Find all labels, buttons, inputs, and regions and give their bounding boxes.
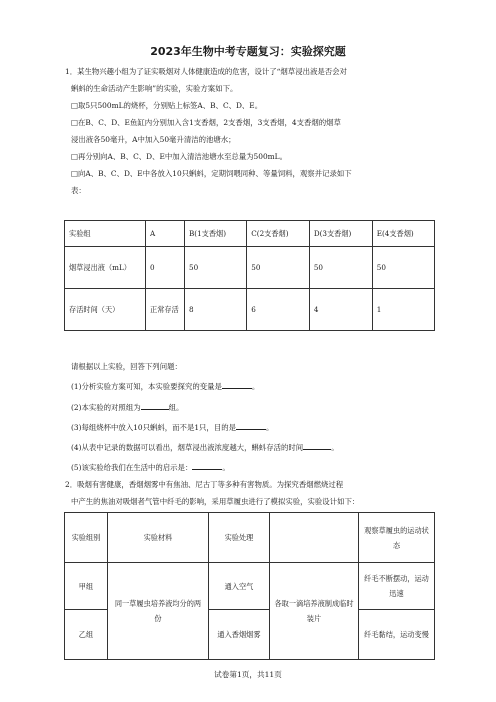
answer-blank[interactable] [303, 441, 331, 450]
q1-item-end: 。 [222, 463, 230, 472]
q1-item-text: (2)本实验的对照组为 [71, 403, 141, 412]
q1-item-5 [71, 461, 451, 473]
table-header: 实验处理 [209, 513, 270, 563]
q1-data-table [64, 220, 435, 331]
table-row [65, 513, 435, 563]
q1-item-text: (3)每组烧杯中放入10只蝌蚪，而不是1只，目的是 [71, 423, 236, 432]
q1-line: □取5只500mL的烧杯，分别贴上标签A、B、C、D、E。 [71, 101, 263, 110]
q2-line: 中产生的焦油对吸烟者气管中纤毛的影响，采用草履虫进行了模拟实验，实验设计如下： [71, 497, 360, 506]
answer-blank[interactable] [236, 421, 266, 430]
table-cell: 50 [309, 247, 372, 289]
table-cell: 1 [372, 289, 434, 331]
table-cell: 实验组 [65, 221, 146, 247]
answer-blank[interactable] [141, 401, 169, 410]
q1-item-4 [71, 441, 451, 453]
table-cell: 纤毛黏结，运动变慢 [359, 610, 435, 660]
page-title: 2023年生物中考专题复习：实验探究题 [150, 45, 346, 58]
answer-blank[interactable] [192, 461, 222, 470]
page-footer: 试卷第1页，共11页 [214, 670, 282, 679]
q1-item-3 [71, 421, 451, 433]
table-cell: 正常存活 [146, 289, 185, 331]
table-cell: 50 [372, 247, 434, 289]
table-cell: C(2支香烟) [247, 221, 310, 247]
q1-line: 浸出液各50毫升，A中加入50毫升清洁的池塘水； [71, 135, 236, 144]
table-cell: 50 [185, 247, 247, 289]
table-row [65, 289, 435, 331]
table-cell: 0 [146, 247, 185, 289]
q1-item-end: 。 [266, 423, 274, 432]
table-cell: 烟草浸出液（mL） [65, 247, 146, 289]
table-row [65, 247, 435, 289]
table-row [65, 563, 435, 610]
q1-line: 1．某生物兴趣小组为了证实吸烟对人体健康造成的危害，设计了“烟草浸出液是否会对 [65, 67, 347, 76]
table-cell: 50 [247, 247, 310, 289]
table-cell: 同一草履虫培养液均分的两份 [108, 563, 209, 660]
table-cell: A [146, 221, 185, 247]
q1-item-text: (5)该实验给我们在生活中的启示是： [71, 463, 193, 472]
table-cell: 乙组 [65, 610, 108, 660]
table-cell: E(4支香烟) [372, 221, 434, 247]
q1-item-2 [71, 401, 451, 413]
table-row [65, 221, 435, 247]
table-cell: 4 [309, 289, 372, 331]
q1-item-text: (1)分析实验方案可知，本实验要探究的变量是 [71, 382, 222, 391]
table-cell: 甲组 [65, 563, 108, 610]
table-cell: B(1支香烟) [185, 221, 247, 247]
q1-item-end: 。 [331, 443, 339, 452]
q1-intro: 请根据以上实验，回答下列问题： [71, 362, 182, 371]
table-header: 观察草履虫的运动状态 [359, 513, 435, 563]
answer-blank[interactable] [222, 380, 252, 389]
q2-line: 2．吸烟有害健康，香烟烟雾中有焦油、尼古丁等多种有害物质。为探究香烟燃烧过程 [65, 480, 344, 489]
q1-line: □向A、B、C、D、E中各放入10只蝌蚪，定期饲喂同种、等量饲料，观察并记录如下 [71, 169, 352, 178]
q1-line: □再分别向A、B、C、D、E中加入清洁池塘水至总量为500mL。 [71, 152, 287, 161]
q1-item-text: (4)从表中记录的数据可以看出，烟草浸出液浓度越大，蝌蚪存活的时间 [71, 443, 304, 452]
q1-line: 表： [71, 186, 86, 195]
table-cell: 纤毛不断摆动，运动迅速 [359, 563, 435, 610]
table-header: 实验材料 [108, 513, 209, 563]
q2-experiment-table [64, 512, 435, 660]
table-cell: 各取一滴培养液制成临时装片 [270, 563, 359, 660]
table-cell: 通入香烟烟雾 [209, 610, 270, 660]
table-cell: 存活时间（天） [65, 289, 146, 331]
q1-line: □在B、C、D、E鱼缸内分别加入含1支香烟，2支香烟，3支香烟，4支香烟的烟草 [71, 118, 341, 127]
table-header: 实验组别 [65, 513, 108, 563]
table-header [270, 513, 359, 563]
q1-line: 蝌蚪的生命活动产生影响”的实验，实验方案如下。 [71, 84, 238, 93]
table-cell: 通入空气 [209, 563, 270, 610]
table-cell: 6 [247, 289, 310, 331]
table-cell: 8 [185, 289, 247, 331]
table-cell: D(3支香烟) [309, 221, 372, 247]
q1-item-end: 。 [251, 382, 260, 391]
q1-item-1 [71, 380, 451, 392]
q1-item-end: 组。 [168, 403, 184, 412]
